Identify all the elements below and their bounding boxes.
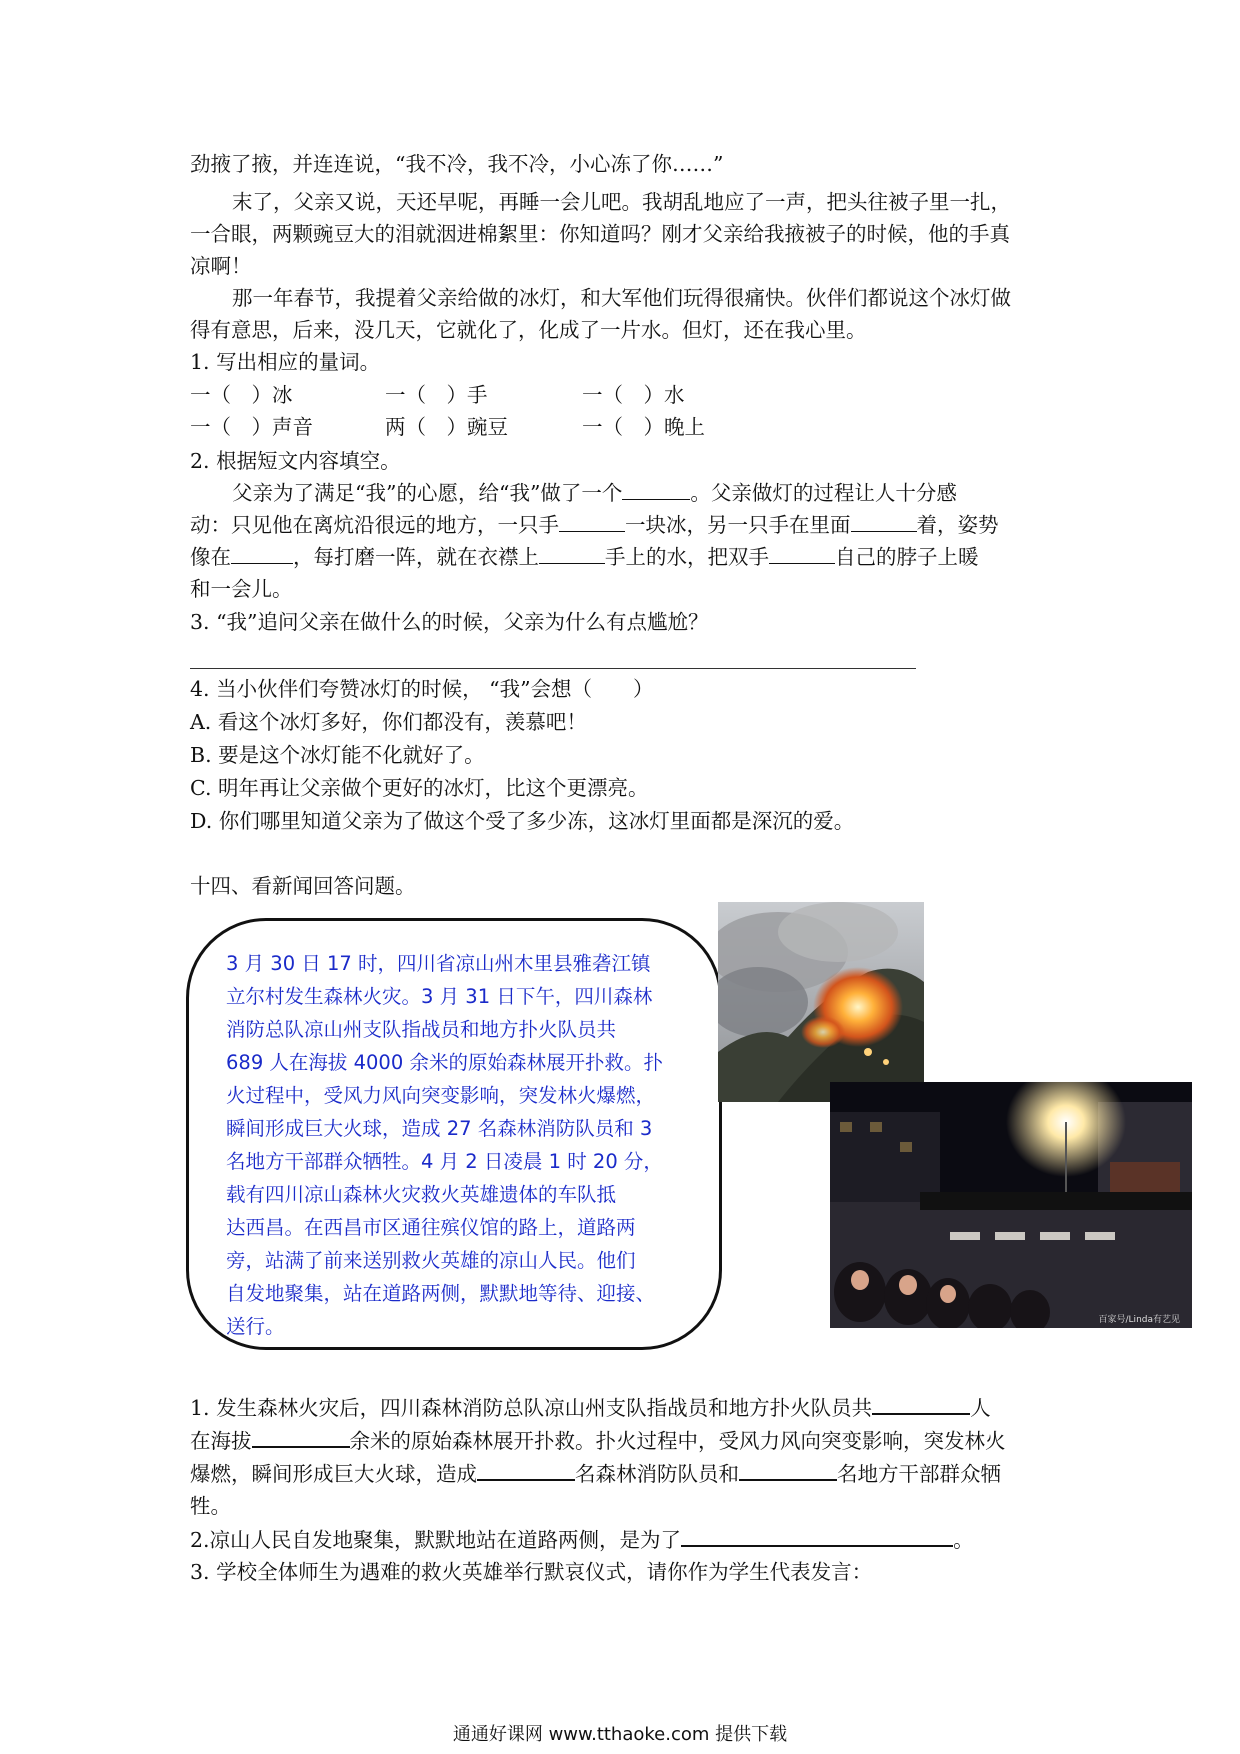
news-line: 火过程中，受风力风向突变影响，突发林火爆燃， <box>226 1084 656 1107</box>
fill-in-line: 和一会儿。 <box>190 577 293 601</box>
fill-blank[interactable] <box>872 1391 970 1415</box>
question-2-title: 2. 根据短文内容填空。 <box>190 449 401 473</box>
fill-text: 着，姿势 <box>916 513 999 537</box>
news-question-1-line <box>190 1457 1001 1490</box>
fill-in-line <box>190 509 999 541</box>
fill-text: 余米的原始森林展开扑救。扑火过程中，受风力风向突变影响，突发林火 <box>349 1429 1006 1453</box>
fill-text: 名地方干部群众牺 <box>837 1462 1001 1486</box>
choice-option[interactable]: C. 明年再让父亲做个更好的冰灯，比这个更漂亮。 <box>190 776 649 800</box>
news-question-1-line: 牲。 <box>190 1494 231 1518</box>
fill-text: 动：只见他在离炕沿很远的地方，一只手 <box>190 513 559 537</box>
fill-blank[interactable] <box>477 1457 575 1481</box>
fill-text: 人 <box>970 1396 991 1420</box>
fill-text: 一块冰，另一只手在里面 <box>625 513 851 537</box>
news-line: 送行。 <box>226 1315 285 1338</box>
fill-text: 父亲为了满足“我”的心愿，给“我”做了一个 <box>232 481 623 505</box>
fill-in-line <box>232 477 957 509</box>
fill-text: 名森林消防队员和 <box>575 1462 739 1486</box>
news-text <box>226 947 696 1343</box>
story-paragraph-line: 那一年春节，我提着父亲给做的冰灯，和大军他们玩得很痛快。伙伴们都说这个冰灯做 <box>232 286 1011 310</box>
fill-blank[interactable] <box>559 509 625 532</box>
story-paragraph-line: 得有意思，后来，没几天，它就化了，化成了一片水。但灯，还在我心里。 <box>190 318 867 342</box>
fill-blank[interactable] <box>739 1457 837 1481</box>
night-crowd-photo <box>830 1082 1192 1328</box>
choice-option[interactable]: D. 你们哪里知道父亲为了做这个受了多少冻，这冰灯里面都是深沉的爱。 <box>190 809 855 833</box>
news-question-1-line <box>190 1424 1006 1457</box>
fill-blank[interactable] <box>769 541 835 564</box>
page-footer: 通通好课网 www.tthaoke.com 提供下载 <box>452 1724 788 1745</box>
fill-blank[interactable] <box>231 541 293 564</box>
news-question-2 <box>190 1523 974 1556</box>
news-line: 立尔村发生森林火灾。3 月 31 日下午，四川森林 <box>226 985 653 1008</box>
forest-fire-photo <box>718 902 924 1102</box>
story-paragraph-line: 一合眼，两颗豌豆大的泪就洇进棉絮里：你知道吗？刚才父亲给我掖被子的时候，他的手真 <box>190 222 1010 246</box>
fill-blank[interactable] <box>622 477 690 500</box>
news-line: 名地方干部群众牺牲。4 月 2 日凌晨 1 时 20 分， <box>226 1150 663 1173</box>
news-line: 载有四川凉山森林火灾救火英雄遗体的车队抵 <box>226 1183 617 1206</box>
fill-blank[interactable] <box>539 541 605 564</box>
fill-text: 1. 发生森林火灾后，四川森林消防总队凉山州支队指战员和地方扑火队员共 <box>190 1396 873 1420</box>
story-paragraph-line: 末了，父亲又说，天还早呢，再睡一会儿吧。我胡乱地应了一声，把头往被子里一扎， <box>232 190 1011 214</box>
choice-option[interactable]: A. 看这个冰灯多好，你们都没有，羡慕吧！ <box>190 710 587 734</box>
news-line: 3 月 30 日 17 时，四川省凉山州木里县雅砻江镇 <box>226 952 651 975</box>
answer-line[interactable] <box>190 668 916 669</box>
measure-word-item: 一（ ）手 <box>385 383 488 407</box>
fill-blank[interactable] <box>681 1523 953 1547</box>
fill-text: 手上的水，把双手 <box>605 545 769 569</box>
news-line: 达西昌。在西昌市区通往殡仪馆的路上，道路两 <box>226 1216 636 1239</box>
measure-word-item: 两（ ）豌豆 <box>385 415 508 439</box>
section-title: 十四、看新闻回答问题。 <box>190 874 416 898</box>
fill-blank[interactable] <box>252 1424 350 1448</box>
choice-option[interactable]: B. 要是这个冰灯能不化就好了。 <box>190 743 485 767</box>
measure-word-item: 一（ ）晚上 <box>582 415 705 439</box>
measure-word-item: 一（ ）声音 <box>190 415 313 439</box>
news-line: 旁，站满了前来送别救火英雄的凉山人民。他们 <box>226 1249 636 1272</box>
fill-blank[interactable] <box>851 509 917 532</box>
fill-text: 2.凉山人民自发地聚集，默默地站在道路两侧，是为了 <box>190 1528 682 1552</box>
fill-in-line <box>190 541 979 573</box>
fill-text: 爆燃，瞬间形成巨大火球，造成 <box>190 1462 477 1486</box>
news-question-1-line <box>190 1391 991 1424</box>
fill-text: 像在 <box>190 545 231 569</box>
question-4: 4. 当小伙伴们夸赞冰灯的时候， “我”会想（ ） <box>190 677 654 701</box>
news-line: 689 人在海拔 4000 余米的原始森林展开扑救。扑 <box>226 1051 663 1074</box>
fill-text: 在海拔 <box>190 1429 252 1453</box>
fill-text: ，每打磨一阵，就在衣襟上 <box>293 545 539 569</box>
fill-text: 自己的脖子上暖 <box>835 545 979 569</box>
measure-word-item: 一（ ）水 <box>582 383 685 407</box>
news-line: 瞬间形成巨大火球，造成 27 名森林消防队员和 3 <box>226 1117 653 1140</box>
question-1-title: 1. 写出相应的量词。 <box>190 350 381 374</box>
story-paragraph-line: 凉啊！ <box>190 254 252 278</box>
story-line: 劲掖了掖，并连连说，“我不冷，我不冷，小心冻了你……” <box>190 152 724 176</box>
measure-word-item: 一（ ）冰 <box>190 383 293 407</box>
news-line: 消防总队凉山州支队指战员和地方扑火队员共 <box>226 1018 617 1041</box>
news-question-3: 3. 学校全体师生为遇难的救火英雄举行默哀仪式，请你作为学生代表发言： <box>190 1560 873 1584</box>
watermark-text: 百家号/Linda有艺见 <box>1098 1315 1180 1325</box>
question-3: 3. “我”追问父亲在做什么的时候，父亲为什么有点尴尬？ <box>190 610 709 634</box>
fill-text: 。父亲做灯的过程让人十分感 <box>690 481 957 505</box>
news-line: 自发地聚集，站在道路两侧，默默地等待、迎接、 <box>226 1282 656 1305</box>
fill-text: 。 <box>953 1528 974 1552</box>
